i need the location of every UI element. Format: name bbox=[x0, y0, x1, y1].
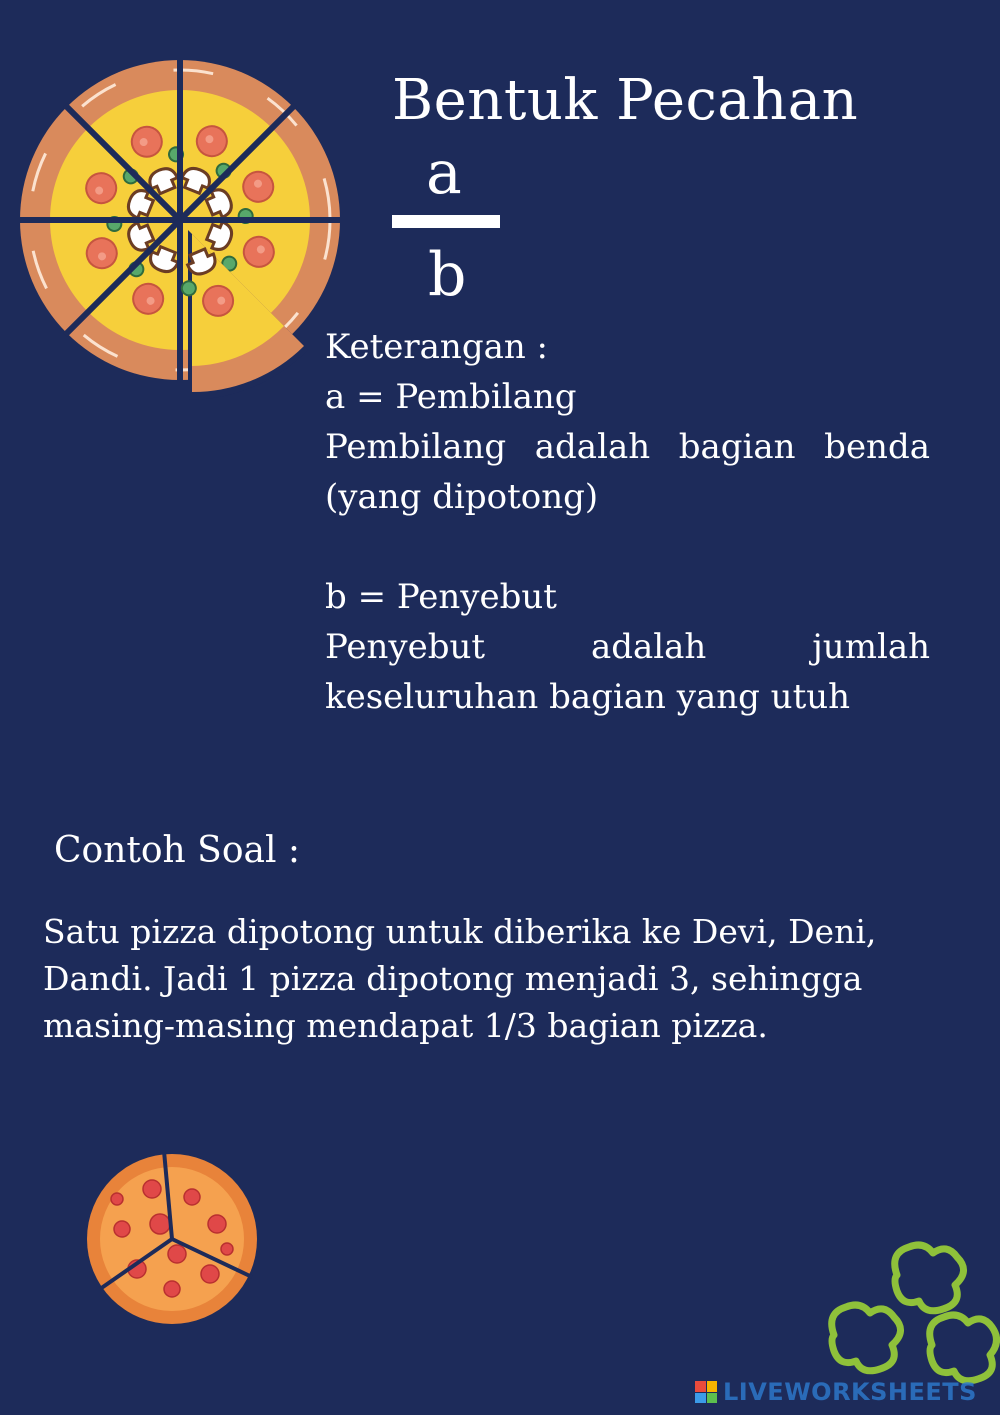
keterangan-label: Keterangan : bbox=[325, 327, 549, 367]
liveworksheets-logo-icon bbox=[695, 1381, 717, 1403]
contoh-text bbox=[43, 908, 943, 1049]
numerator-text-line: Pembilang adalah bagian benda bbox=[325, 427, 930, 467]
contoh-label: Contoh Soal : bbox=[54, 830, 301, 871]
numerator-definition: a = Pembilang bbox=[325, 377, 577, 417]
green-pepper-icon bbox=[822, 1240, 1000, 1390]
watermark-text: LIVEWORKSHEETS bbox=[723, 1378, 977, 1406]
contoh-line: Satu pizza dipotong untuk diberika ke Devi, Deni, bbox=[43, 912, 877, 951]
pizza-eighths-icon bbox=[15, 60, 345, 400]
fraction-bar bbox=[392, 215, 500, 228]
pizza-thirds-icon bbox=[85, 1152, 260, 1327]
contoh-line: masing-masing mendapat 1/3 bagian pizza. bbox=[43, 1006, 768, 1045]
denominator-definition: b = Penyebut bbox=[325, 577, 557, 617]
page-title: Bentuk Pecahan bbox=[392, 68, 859, 133]
fraction-denominator: b bbox=[428, 240, 467, 310]
contoh-line: Dandi. Jadi 1 pizza dipotong menjadi 3, sehingga bbox=[43, 959, 863, 998]
keterangan-section bbox=[325, 322, 930, 722]
denominator-text-line: keseluruhan bagian yang utuh bbox=[325, 677, 851, 717]
denominator-text-line: Penyebut adalah jumlah bbox=[325, 627, 930, 667]
numerator-text-line: (yang dipotong) bbox=[325, 477, 599, 517]
fraction-numerator: a bbox=[426, 138, 462, 208]
watermark-logo bbox=[695, 1378, 977, 1406]
